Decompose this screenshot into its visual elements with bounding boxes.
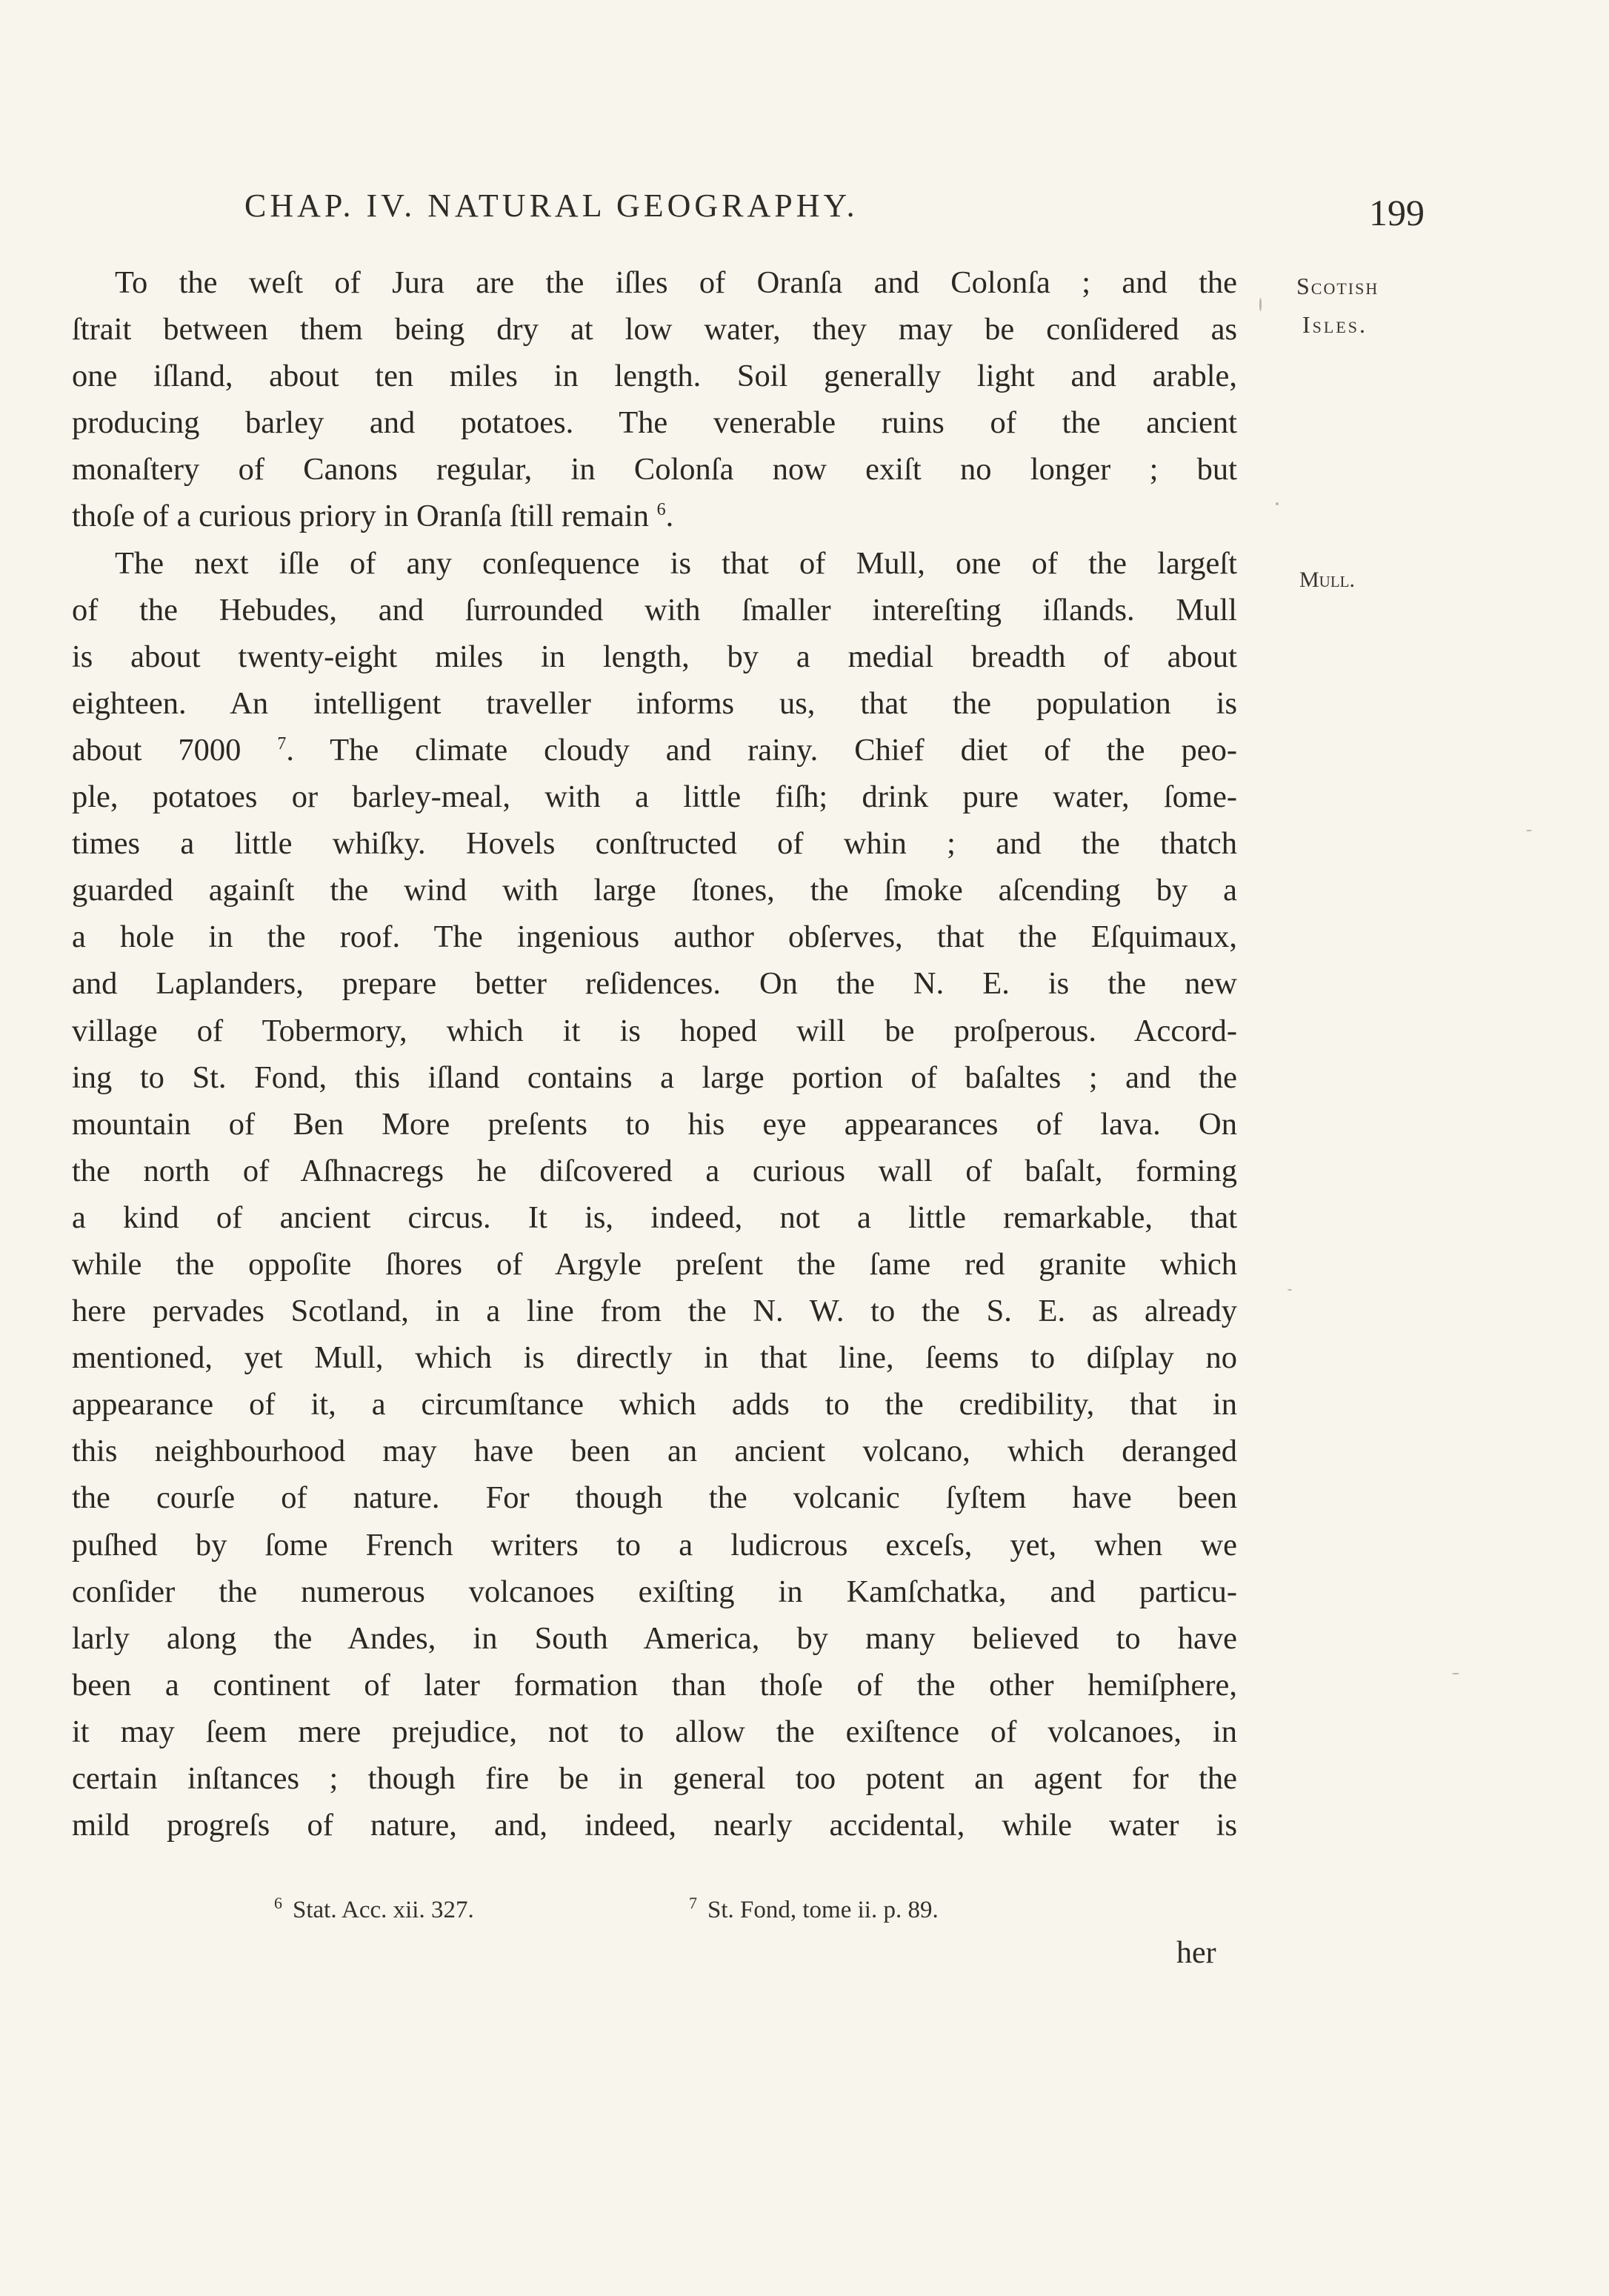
text-span: . [665, 499, 674, 534]
text-line: a kind of ancient circus. It is, indeed, not a little remarkable, that [72, 1199, 1237, 1235]
paper-speck [1276, 502, 1279, 505]
text-line: here pervades Scotland, in a line from the N. W. to the S. E. as already [72, 1294, 1237, 1329]
text-line: this neighbourhood may have been an ancient volcano, which deranged [72, 1434, 1237, 1469]
text-line: a hole in the roof. The ingenious author obſerves, that the Eſquimaux, [72, 919, 1237, 955]
paper-speck [1259, 298, 1262, 311]
text-line: larly along the Andes, in South America, by many believed to have [72, 1620, 1237, 1656]
footnote-ref-6[interactable]: 6 [656, 500, 666, 520]
text-line: mountain of Ben More preſents to his eye appearances of lava. On [72, 1106, 1237, 1142]
text-line: eighteen. An intelligent traveller informs us, that the population is [72, 685, 1237, 721]
text-line: village of Tobermory, which it is hoped will be proſperous. Accord- [72, 1013, 1237, 1048]
marginal-note-isles: Isles. [1302, 311, 1368, 338]
text-line: mild progreſs of nature, and, indeed, nearly accidental, while water is [72, 1808, 1237, 1843]
text-span: thoſe of a curious priory in Oranſa ſtill remain [72, 499, 649, 534]
body-text [72, 259, 1237, 1849]
text-line [72, 493, 1237, 539]
text-line: one iſland, about ten miles in length. Soil generally light and arable, [72, 359, 1237, 394]
text-line: certain inſtances ; though fire be in general too potent an agent for the [72, 1761, 1237, 1796]
text-line: To the weſt of Jura are the iſles of Oranſa and Colonſa ; and the [115, 265, 1237, 300]
text-span: . The climate cloudy and rainy. Chief diet of the peo- [286, 732, 1237, 768]
paper-speck [1452, 1673, 1459, 1674]
text-line: mentioned, yet Mull, which is directly in that line, ſeems to diſplay no [72, 1340, 1237, 1376]
text-line: The next iſle of any conſequence is that of Mull, one of the largeſt [115, 545, 1237, 581]
text-line: times a little whiſky. Hovels conſtructed of whin ; and the thatch [72, 826, 1237, 862]
text-line: ing to St. Fond, this iſland contains a large portion of baſaltes ; and the [72, 1059, 1237, 1095]
text-line: ſtrait between them being dry at low water, they may be conſidered as [72, 312, 1237, 347]
text-line: it may ſeem mere prejudice, not to allow the exiſtence of volcanoes, in [72, 1714, 1237, 1749]
marginal-note-mull: Mull. [1299, 568, 1355, 592]
text-line: of the Hebudes, and ſurrounded with ſmaller intereſting iſlands. Mull [72, 592, 1237, 628]
text-line: guarded againſt the wind with large ſtones, the ſmoke aſcending by a [72, 873, 1237, 908]
footnote-text: Stat. Acc. xii. 327. [293, 1897, 474, 1923]
text-line: and Laplanders, prepare better reſidences. On the N. E. is the new [72, 966, 1237, 1002]
page-number: 199 [1369, 192, 1425, 233]
footnote-mark: 6 [274, 1894, 282, 1912]
text-line: been a continent of later formation than thoſe of the other hemiſphere, [72, 1667, 1237, 1703]
text-line: is about twenty-eight miles in length, by a medial breadth of about [72, 639, 1237, 674]
paper-speck [1287, 1289, 1292, 1291]
text-line: the courſe of nature. For though the volcanic ſyſtem have been [72, 1480, 1237, 1516]
text-line: appearance of it, a circumſtance which adds to the credibility, that in [72, 1387, 1237, 1422]
text-line: conſider the numerous volcanoes exiſting in Kamſchatka, and particu- [72, 1574, 1237, 1609]
text-line: while the oppoſite ſhores of Argyle preſent the ſame red granite which [72, 1246, 1237, 1282]
text-span: about 7000 [72, 732, 241, 768]
text-line: the north of Aſhnacregs he diſcovered a curious wall of baſalt, forming [72, 1153, 1237, 1188]
text-line [72, 727, 1237, 773]
text-line: monaſtery of Canons regular, in Colonſa now exiſt no longer ; but [72, 452, 1237, 488]
footnote-ref-7[interactable]: 7 [277, 733, 287, 753]
footnote-7 [689, 1894, 939, 1924]
footnote-6 [274, 1894, 474, 1924]
paper-speck [1526, 830, 1532, 831]
text-line: ple, potatoes or barley-meal, with a little fiſh; drink pure water, ſome- [72, 779, 1237, 815]
footnote-mark: 7 [689, 1894, 697, 1912]
text-line: producing barley and potatoes. The venerable ruins of the ancient [72, 405, 1237, 441]
running-title: CHAP. IV. NATURAL GEOGRAPHY. [244, 187, 859, 224]
footnote-text: St. Fond, tome ii. p. 89. [707, 1897, 939, 1923]
text-line: puſhed by ſome French writers to a ludicrous exceſs, yet, when we [72, 1527, 1237, 1563]
catchword: her [1176, 1936, 1216, 1970]
marginal-note-scotish: Scotish [1296, 273, 1379, 299]
